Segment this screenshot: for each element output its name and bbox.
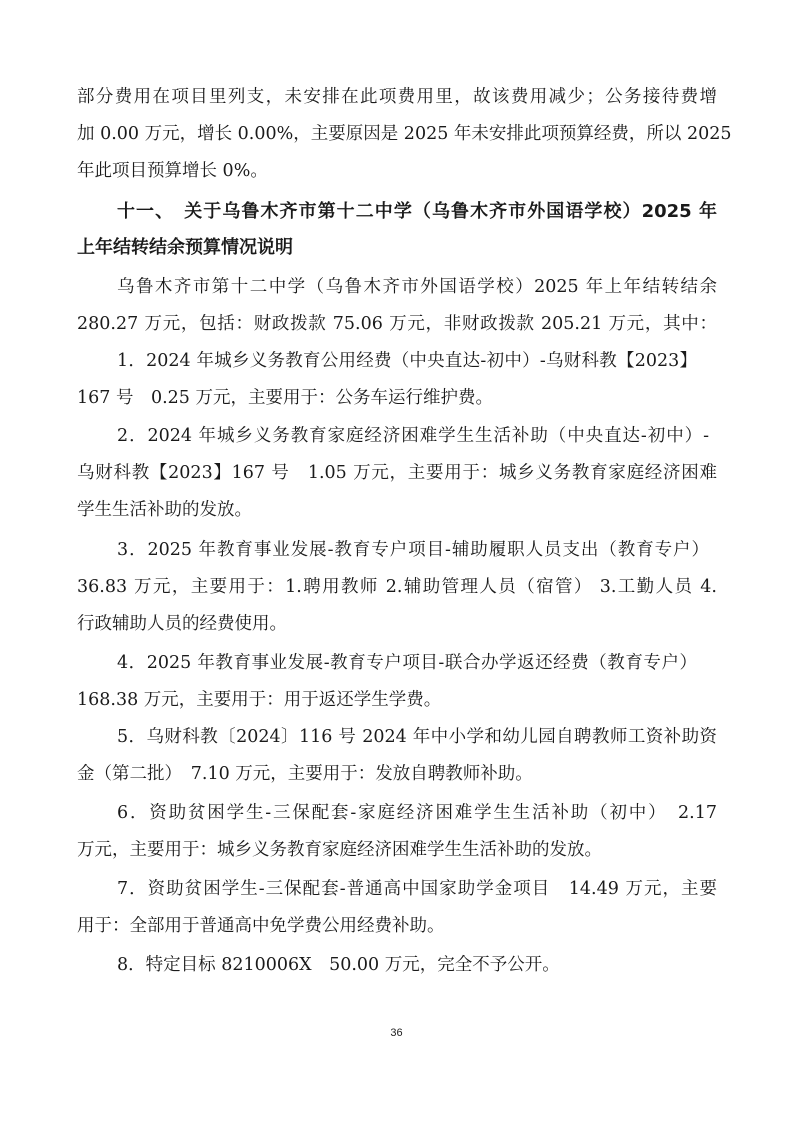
list-item: 2．2024 年城乡义务教育家庭经济困难学生生活补助（中央直达-初中）- [117,426,709,446]
page-number: 36 [390,1027,403,1039]
list-item: 用于：全部用于普通高中免学费公用经费补助。 [77,916,445,936]
section-heading: 上年结转结余预算情况说明 [77,237,293,258]
paragraph-line: 部分费用在项目里列支，未安排在此项费用里，故该费用减少；公务接待费增 [77,87,717,107]
section-heading: 十一、 关于乌鲁木齐市第十二中学（乌鲁木齐市外国语学校）2025 年 [117,201,717,222]
list-item: 学生生活补助的发放。 [77,500,252,520]
list-item: 7．资助贫困学生-三保配套-普通高中国家助学金项目 14.49 万元，主要 [117,879,717,899]
list-item: 6．资助贫困学生-三保配套-家庭经济困难学生生活补助（初中） 2.17 [117,803,717,823]
list-item: 金（第二批） 7.10 万元，主要用于：发放自聘教师补助。 [77,764,533,784]
list-item: 36.83 万元，主要用于：1.聘用教师 2.辅助管理人员（宿管） 3.工勤人员 4. [77,577,717,597]
list-item: 1．2024 年城乡义务教育公用经费（中央直达-初中）-乌财科教【2023】 [117,351,697,371]
list-item: 3．2025 年教育事业发展-教育专户项目-辅助履职人员支出（教育专户） [117,540,709,560]
list-item: 4．2025 年教育事业发展-教育专户项目-联合办学返还经费（教育专户） [117,653,697,673]
list-item: 乌财科教【2023】167 号 1.05 万元，主要用于：城乡义务教育家庭经济困难 [77,463,717,483]
list-item: 5．乌财科教〔2024〕116 号 2024 年中小学和幼儿园自聘教师工资补助资 [117,727,717,747]
list-item: 167 号 0.25 万元，主要用于：公务车运行维护费。 [77,388,493,408]
list-item: 万元，主要用于：城乡义务教育家庭经济困难学生生活补助的发放。 [77,840,602,860]
paragraph-line: 年此项目预算增长 0%。 [77,161,268,181]
list-item: 168.38 万元，主要用于：用于返还学生学费。 [77,690,442,710]
list-item: 8．特定目标 8210006X 50.00 万元，完全不予公开。 [117,955,560,975]
paragraph-line: 乌鲁木齐市第十二中学（乌鲁木齐市外国语学校）2025 年上年结转结余 [117,277,717,297]
paragraph-line: 加 0.00 万元，增长 0.00%，主要原因是 2025 年未安排此项预算经费，所以 2025 [77,124,732,144]
list-item: 行政辅助人员的经费使用。 [77,614,287,634]
paragraph-line: 280.27 万元，包括：财政拨款 75.06 万元，非财政拨款 205.21 万元，其中： [77,314,717,334]
